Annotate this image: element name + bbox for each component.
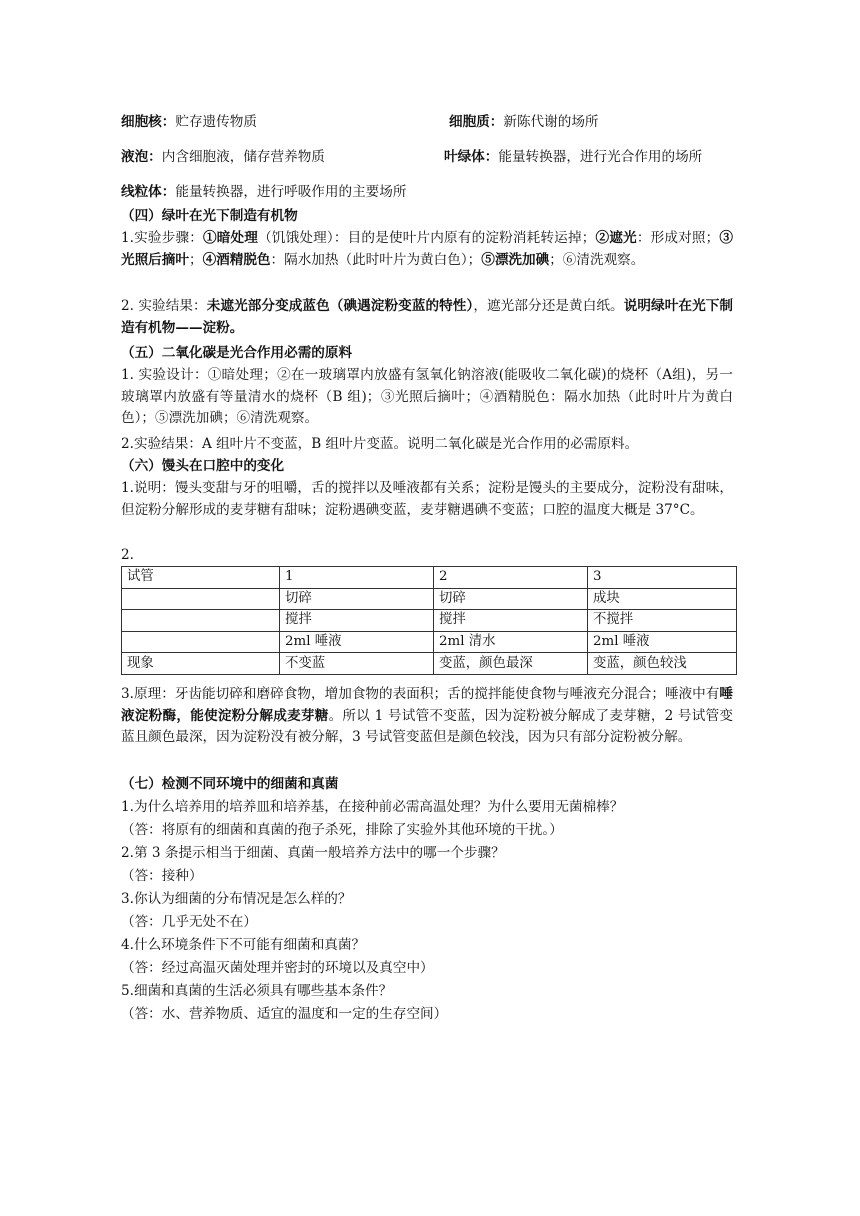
table-row: [122, 588, 737, 610]
sec4-result-bold2: 说明绿叶在光下制造有机物——淀粉。: [121, 298, 734, 336]
cell-row-3: [121, 180, 741, 202]
sec6-note: 1.说明：馒头变甜与牙的咀嚼，舌的搅拌以及唾液都有关系；淀粉是馒头的主要成分，淀粉没有甜味，但淀粉分解形成的麦芽糖有甜味；淀粉遇碘变蓝，麦芽糖遇碘不变蓝；口腔的温度大概是 37°C。: [121, 480, 733, 518]
sec6-principle: [121, 684, 733, 749]
qa-question: 2.第 3 条提示相当于细菌、真菌一般培养方法中的哪一个步骤？: [121, 845, 505, 861]
table-row: [122, 631, 737, 653]
chloroplast-label: 叶绿体：: [444, 149, 499, 165]
nucleus-text: 贮存遗传物质: [175, 114, 257, 130]
qa-answer: （答：几乎无处不在）: [121, 914, 257, 930]
table-row: [122, 610, 737, 632]
table-cell: 1: [280, 567, 434, 589]
table-row: [122, 653, 737, 675]
table-cell: 现象: [122, 653, 280, 675]
nucleus-item: [121, 114, 257, 130]
table-cell: 2ml 唾液: [280, 631, 434, 653]
table-cell: 切碎: [280, 588, 434, 610]
qa-answer: （答：经过高温灭菌处理并密封的环境以及真空中）: [121, 960, 434, 976]
principle-part-a: 3.原理：牙齿能切碎和磨碎食物，增加食物的表面积；舌的搅拌能使食物与唾液充分混合；唾液中有: [121, 686, 720, 702]
step-decolor-text: ：隔水加热（此时叶片为黄白色）；: [270, 251, 482, 268]
step-pick: ③光照后摘叶: [121, 230, 734, 268]
qa-question: 4.什么环境条件下不可能有细菌和真菌？: [121, 937, 366, 953]
sec4-result-prefix: 2. 实验结果：: [121, 298, 207, 314]
qa-question: 3.你认为细菌的分布情况是怎么样的？: [121, 891, 352, 907]
table-cell: [122, 631, 280, 653]
step-shade-text: ：形成对照；: [636, 230, 720, 246]
step-decolor: ④酒精脱色: [202, 251, 271, 268]
qa-answer: （答：接种）: [121, 868, 203, 884]
vacuole-text: 内含细胞液，储存营养物质: [161, 149, 325, 165]
sec4-steps-prefix: 1.实验步骤：: [121, 230, 203, 246]
table-cell: 搅拌: [434, 610, 588, 632]
step-dark-text: （饥饿处理）：目的是使叶片内原有的淀粉消耗转运掉；: [258, 230, 596, 246]
sec5-title: （五）二氧化碳是光合作用必需的原料: [121, 345, 353, 361]
chloroplast-text: 能量转换器，进行光合作用的场所: [498, 149, 703, 165]
step-dark: ①暗处理: [203, 230, 259, 246]
step-shade: ②遮光: [595, 230, 637, 246]
table-cell: 变蓝，颜色最深: [434, 653, 588, 675]
chloroplast-item: [444, 145, 702, 165]
table-cell: 成块: [588, 588, 737, 610]
table-cell: 切碎: [434, 588, 588, 610]
table-cell: 2ml 清水: [434, 631, 588, 653]
step-iodine: ⑤漂洗加碘: [481, 251, 550, 268]
step-iodine-text: ；⑥清洗观察。: [549, 251, 645, 268]
experiment-table: [121, 566, 737, 675]
sec4-result: [121, 296, 733, 339]
sec4-title: （四）绿叶在光下制造有机物: [121, 208, 298, 224]
sec5-design: 1. 实验设计：①暗处理；②在一玻璃罩内放盛有氢氧化钠溶液(能吸收二氧化碳)的烧杯（A组)，另一玻璃罩内放盛有等量清水的烧杯（B 组)；③光照后摘叶；④酒精脱色：隔水加热（此时叶片为黄白色）；⑤漂洗加碘；⑥清洗观察。: [121, 367, 733, 426]
cell-row-2: [121, 145, 741, 167]
cytoplasm-text: 新陈代谢的场所: [503, 114, 599, 130]
qa-question: 5.细菌和真菌的生活必须具有哪些基本条件？: [121, 983, 393, 999]
cytoplasm-item: [449, 110, 599, 130]
table-cell: [122, 610, 280, 632]
sec6-table-label: 2.: [121, 547, 134, 563]
vacuole-item: [121, 149, 325, 165]
table-row: [122, 567, 737, 589]
cell-row-1: [121, 110, 741, 132]
sec4-steps: [121, 228, 733, 271]
mitochondria-label: 线粒体：: [121, 184, 176, 200]
mitochondria-item: [121, 184, 406, 200]
table-cell: 变蓝，颜色较浅: [588, 653, 737, 675]
qa-answer: （答：将原有的细菌和真菌的孢子杀死，排除了实验外其他环境的干扰。）: [121, 822, 563, 838]
table-cell: 不搅拌: [588, 610, 737, 632]
sec4-result-mid: ，遮光部分还是黄白纸。: [473, 298, 624, 314]
sec6-title: （六）馒头在口腔中的变化: [121, 458, 285, 474]
vacuole-label: 液泡：: [121, 149, 162, 165]
qa-question: 1.为什么培养用的培养皿和培养基，在接种前必需高温处理？为什么要用无菌棉棒？: [121, 799, 624, 815]
principle-bold: 唾液淀粉酶，能使淀粉分解成麦芽糖: [121, 686, 733, 724]
sec7-title: （七）检测不同环境中的细菌和真菌: [121, 776, 339, 792]
sec4-result-bold1: 未遮光部分变成蓝色（碘遇淀粉变蓝的特性）: [206, 298, 474, 314]
principle-part-c: 。所以 1 号试管不变蓝，因为淀粉被分解成了麦芽糖，2 号试管变蓝且颜色最深，因为淀粉没有被分解，3 号试管变蓝但是颜色较浅，因为只有部分淀粉被分解。: [121, 707, 733, 745]
table-cell: 3: [588, 567, 737, 589]
table-cell: 搅拌: [280, 610, 434, 632]
nucleus-label: 细胞核：: [121, 114, 176, 130]
table-cell: 不变蓝: [280, 653, 434, 675]
table-cell: 2: [434, 567, 588, 589]
mitochondria-text: 能量转换器，进行呼吸作用的主要场所: [175, 184, 407, 200]
table-cell: 试管: [122, 567, 280, 589]
table-cell: [122, 588, 280, 610]
sec5-result: 2.实验结果：A 组叶片不变蓝，B 组叶片变蓝。说明二氧化碳是光合作用的必需原料。: [121, 436, 639, 452]
step-pick-text: ；: [188, 251, 203, 268]
qa-answer: （答：水、营养物质、适宜的温度和一定的生存空间）: [121, 1006, 448, 1022]
cytoplasm-label: 细胞质：: [449, 114, 504, 130]
table-cell: 2ml 唾液: [588, 631, 737, 653]
